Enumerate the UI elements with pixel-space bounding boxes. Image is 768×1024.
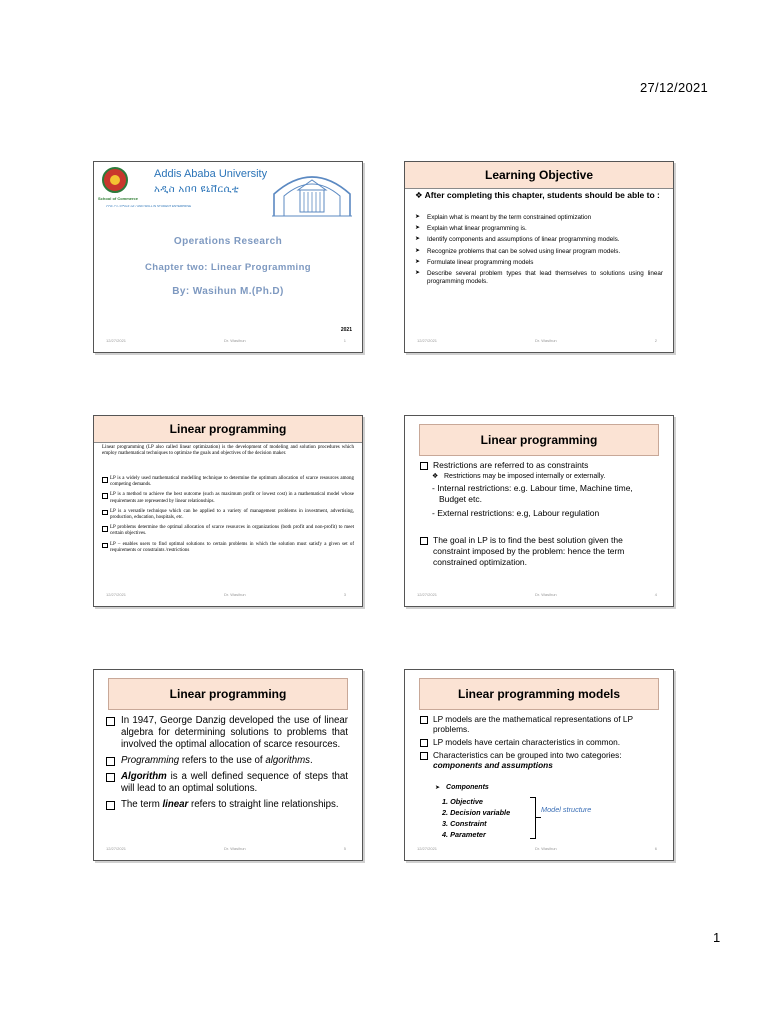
university-building-illustration xyxy=(272,166,352,218)
footer-slide-number: 4 xyxy=(654,592,657,597)
slide-footer xyxy=(417,846,665,854)
emphasis: Programming xyxy=(121,755,180,766)
list-item: 1. Objective xyxy=(442,797,483,806)
list-item: ➤ Explain what linear programming is. xyxy=(415,225,663,233)
slide-3-linear-programming xyxy=(93,415,363,607)
list-item xyxy=(106,799,348,811)
objective-intro: ❖ After completing this chapter, students should be able to : xyxy=(415,190,660,200)
lp-points-list xyxy=(102,476,354,558)
list-item xyxy=(106,755,348,767)
list-item: LP models are the mathematical representations of LP problems. xyxy=(420,714,659,734)
slide-title: Linear programming xyxy=(108,678,348,710)
footer-author: Dr. Wasihun xyxy=(224,338,246,343)
history-list xyxy=(106,715,348,815)
footer-slide-number: 2 xyxy=(654,338,657,343)
footer-slide-number: 5 xyxy=(343,846,346,851)
components-heading: ➤ Components xyxy=(435,784,489,791)
lp-definition: Linear programming (LP also called linear optimization) is the development of modeling and solution procedures which employ mathematical techniques to optimize the goals and objectives of the decision maker. xyxy=(102,445,354,457)
list-item-text: refers to the use of xyxy=(179,755,266,766)
list-item: ➤ Formulate linear programming models xyxy=(415,259,663,267)
emphasis: linear xyxy=(162,799,189,810)
slide-year: 2021 xyxy=(340,327,352,333)
list-item: 4. Parameter xyxy=(442,830,486,839)
slide-title: Linear programming xyxy=(94,416,362,443)
footer-date: 12/27/2021 xyxy=(417,592,438,597)
school-subtitle: የንግድ ሥራ ትምህርት ቤት / AND SKILL IN STUDENT ENTERPRISE xyxy=(106,204,192,208)
university-logo xyxy=(102,167,128,193)
slide-footer xyxy=(417,338,665,346)
list-item xyxy=(420,750,659,770)
constraints-subpoint: ❖ Restrictions may be imposed internally or externally. xyxy=(420,471,661,483)
list-item: ➤ Describe several problem types that lead themselves to solutions using linear programming models. xyxy=(415,270,663,286)
list-item: ➤ Recognize problems that can be solved using linear program models. xyxy=(415,248,663,256)
slide-1-title xyxy=(93,161,363,353)
slide-footer xyxy=(106,592,354,600)
university-header xyxy=(94,162,363,222)
slide-footer xyxy=(106,338,354,346)
course-title: Operations Research xyxy=(173,236,283,247)
slide-4-constraints xyxy=(404,415,674,607)
emphasis: components and assumptions xyxy=(433,760,553,770)
models-list xyxy=(420,714,659,773)
footer-date: 12/27/2021 xyxy=(106,592,127,597)
list-item: In 1947, George Danzig developed the use of linear algebra for determining solutions to problems that involved the optimal allocation of scarce resources. xyxy=(106,715,348,751)
constraints-point: Restrictions are referred to as constraints xyxy=(420,460,661,471)
emphasis: Algorithm xyxy=(121,771,167,782)
list-item: 2. Decision variable xyxy=(442,808,511,817)
footer-date: 12/27/2021 xyxy=(417,846,438,851)
internal-restrictions: - Internal restrictions: e.g. Labour time, Machine time, Budget etc. xyxy=(432,483,633,504)
footer-date: 12/27/2021 xyxy=(106,846,127,851)
footer-author: Dr. Wasihun xyxy=(535,592,557,597)
list-item: ➤ Identify components and assumptions of linear programming models. xyxy=(415,236,663,244)
school-name: School of Commerce xyxy=(98,196,139,201)
list-item: LP models have certain characteristics in common. xyxy=(420,737,659,747)
footer-date: 12/27/2021 xyxy=(106,338,127,343)
list-item: ➤ Explain what is meant by the term constrained optimization xyxy=(415,214,663,222)
curly-brace xyxy=(530,797,536,839)
components-list xyxy=(442,796,510,840)
slide-5-history xyxy=(93,669,363,861)
university-name-en: Addis Ababa University xyxy=(154,168,268,180)
list-item-text: . xyxy=(310,755,313,766)
external-restrictions: - External restrictions: e.g, Labour regulation xyxy=(432,508,600,518)
list-item: 3. Constraint xyxy=(442,819,487,828)
page-date: 27/12/2021 xyxy=(640,80,709,95)
footer-date: 12/27/2021 xyxy=(417,338,438,343)
list-item-text: The term xyxy=(121,799,163,810)
slide-title: Learning Objective xyxy=(405,162,673,189)
footer-author: Dr. Wasihun xyxy=(224,846,246,851)
slide-footer xyxy=(106,846,354,854)
list-item: LP is a versatile technique which can be applied to a variety of management problems in investment, advertising, production, education, hospitals, etc. xyxy=(102,509,354,521)
list-item-text: is a well defined sequence of steps that will lead to an optimal solutions. xyxy=(121,771,348,794)
slide-footer xyxy=(417,592,665,600)
list-item: LP is a method to achieve the best outcome (such as maximum profit or lowest cost) in a mathematical model whose requirements are represented by linear relationships. xyxy=(102,492,354,504)
university-name-am: አዲስ አበባ ዩኒቨርሲቲ xyxy=(154,184,240,195)
goal-point: The goal in LP is to find the best solution given the constraint imposed by the problem: hence the term constrained optimization. xyxy=(420,535,661,568)
chapter-title: Chapter two: Linear Programming xyxy=(144,262,311,273)
footer-author: Dr. Wasihun xyxy=(535,846,557,851)
list-item: LP – enables users to find optimal solutions to certain problems in which the solution must satisfy a given set of requirements or constraints /restrictions xyxy=(102,542,354,554)
author-name: By: Wasihun M.(Ph.D) xyxy=(172,286,284,297)
list-item xyxy=(106,771,348,795)
footer-slide-number: 1 xyxy=(343,338,346,343)
slide-2-learning-objective xyxy=(404,161,674,353)
model-structure-label: Model structure xyxy=(541,805,592,814)
footer-slide-number: 3 xyxy=(343,592,346,597)
footer-author: Dr. Wasihun xyxy=(535,338,557,343)
slide-title: Linear programming models xyxy=(419,678,659,710)
list-item-text: Characteristics can be grouped into two categories: xyxy=(433,750,622,760)
objective-list xyxy=(415,214,663,289)
list-item-text: refers to straight line relationships. xyxy=(188,799,339,810)
footer-slide-number: 6 xyxy=(654,846,657,851)
list-item: LP is a widely used mathematical modelling technique to determine the optimum allocation of scarce resources among competing demands. xyxy=(102,476,354,488)
slide-body xyxy=(420,460,661,568)
emphasis: algorithms xyxy=(265,755,311,766)
list-item: LP problems determine the optimal allocation of scarce resources in organizations (both profit and non-profit) to meet certain objectives. xyxy=(102,525,354,537)
page-number: 1 xyxy=(713,930,721,945)
footer-author: Dr. Wasihun xyxy=(224,592,246,597)
slide-6-lp-models xyxy=(404,669,674,861)
slide-title: Linear programming xyxy=(419,424,659,456)
